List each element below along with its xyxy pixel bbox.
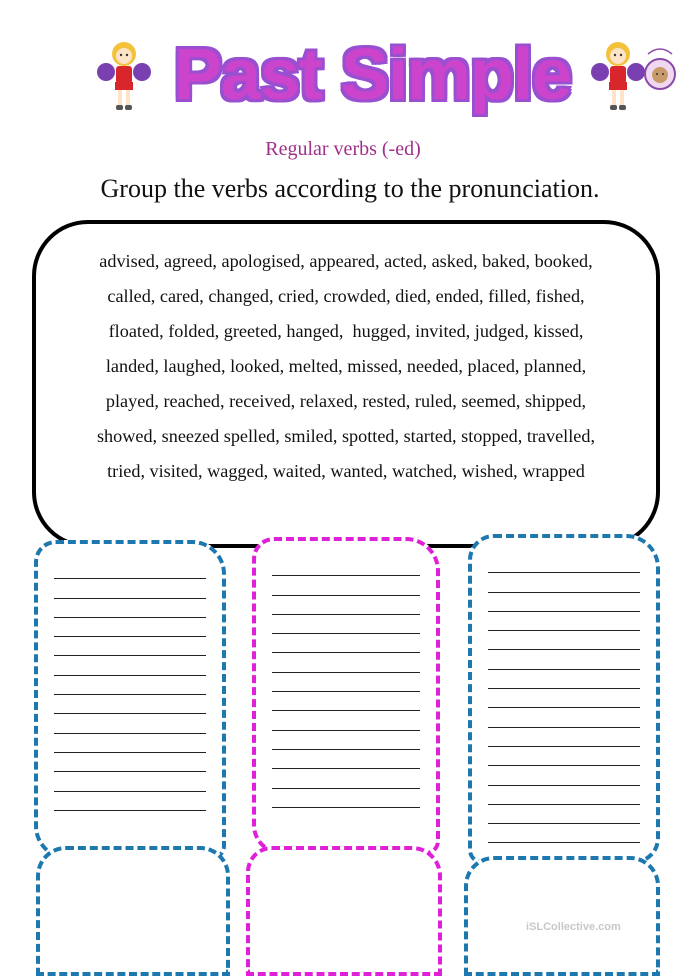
- answer-column-1[interactable]: [34, 540, 226, 860]
- writing-line[interactable]: [272, 634, 420, 653]
- writing-line[interactable]: [272, 769, 420, 788]
- writing-line[interactable]: [488, 766, 640, 785]
- writing-line[interactable]: [54, 618, 206, 637]
- page-title: Past Simple: [173, 35, 572, 115]
- writing-line[interactable]: [488, 650, 640, 669]
- writing-line[interactable]: [54, 734, 206, 753]
- verb-line: floated, folded, greeted, hanged, hugged, invited, judged, kissed,: [108, 321, 584, 341]
- writing-line[interactable]: [54, 676, 206, 695]
- writing-line[interactable]: [272, 596, 420, 615]
- writing-line[interactable]: [54, 792, 206, 811]
- writing-line[interactable]: [54, 579, 206, 598]
- writing-line[interactable]: [488, 805, 640, 824]
- verb-line: advised, agreed, apologised, appeared, acted, asked, baked, booked,: [99, 251, 593, 271]
- writing-line[interactable]: [54, 753, 206, 772]
- writing-line[interactable]: [272, 673, 420, 692]
- writing-line[interactable]: [272, 692, 420, 711]
- writing-line[interactable]: [272, 653, 420, 672]
- writing-line[interactable]: [54, 714, 206, 733]
- writing-line[interactable]: [488, 689, 640, 708]
- cheerleader-left-icon: [96, 38, 152, 114]
- ruled-lines: [54, 560, 206, 811]
- writing-line[interactable]: [54, 772, 206, 791]
- writing-line[interactable]: [488, 728, 640, 747]
- badge-icon: [642, 44, 678, 92]
- writing-line[interactable]: [488, 631, 640, 650]
- verb-line: called, cared, changed, cried, crowded, died, ended, filled, fished,: [107, 286, 585, 306]
- writing-line[interactable]: [272, 731, 420, 750]
- writing-line[interactable]: [488, 824, 640, 843]
- verb-line: showed, sneezed spelled, smiled, spotted, started, stopped, travelled,: [96, 426, 595, 446]
- writing-line[interactable]: [488, 612, 640, 631]
- title-area: [0, 30, 686, 120]
- writing-line[interactable]: [488, 747, 640, 766]
- verb-line: tried, visited, wagged, waited, wanted, watched, wished, wrapped: [107, 461, 585, 481]
- writing-line[interactable]: [272, 615, 420, 634]
- ruled-lines: [488, 554, 640, 843]
- verb-list: [36, 244, 656, 489]
- writing-line[interactable]: [54, 599, 206, 618]
- subtitle: Regular verbs (-ed): [265, 138, 421, 160]
- answer-column-3[interactable]: [468, 534, 660, 864]
- watermark: iSLCollective.com: [526, 921, 621, 933]
- writing-line[interactable]: [54, 637, 206, 656]
- writing-line[interactable]: [488, 786, 640, 805]
- writing-line[interactable]: [272, 711, 420, 730]
- cheerleader-right-icon: [590, 38, 646, 114]
- writing-line[interactable]: [488, 593, 640, 612]
- writing-line[interactable]: [488, 670, 640, 689]
- writing-line[interactable]: [54, 560, 206, 579]
- writing-line[interactable]: [54, 656, 206, 675]
- answer-column-2[interactable]: [252, 537, 440, 855]
- writing-line[interactable]: [54, 695, 206, 714]
- label-box-1[interactable]: [36, 846, 230, 976]
- writing-line[interactable]: [488, 573, 640, 592]
- verb-line: landed, laughed, looked, melted, missed, needed, placed, planned,: [105, 356, 587, 376]
- writing-line[interactable]: [272, 576, 420, 595]
- writing-line[interactable]: [272, 789, 420, 808]
- instruction: Group the verbs according to the pronunciation.: [100, 174, 600, 203]
- writing-line[interactable]: [488, 708, 640, 727]
- verb-line: played, reached, received, relaxed, rested, ruled, seemed, shipped,: [105, 391, 587, 411]
- writing-line[interactable]: [272, 557, 420, 576]
- label-box-3[interactable]: [464, 856, 660, 976]
- label-box-2[interactable]: [246, 846, 442, 976]
- ruled-lines: [272, 557, 420, 808]
- writing-line[interactable]: [272, 750, 420, 769]
- verb-list-box: [32, 220, 660, 548]
- writing-line[interactable]: [488, 554, 640, 573]
